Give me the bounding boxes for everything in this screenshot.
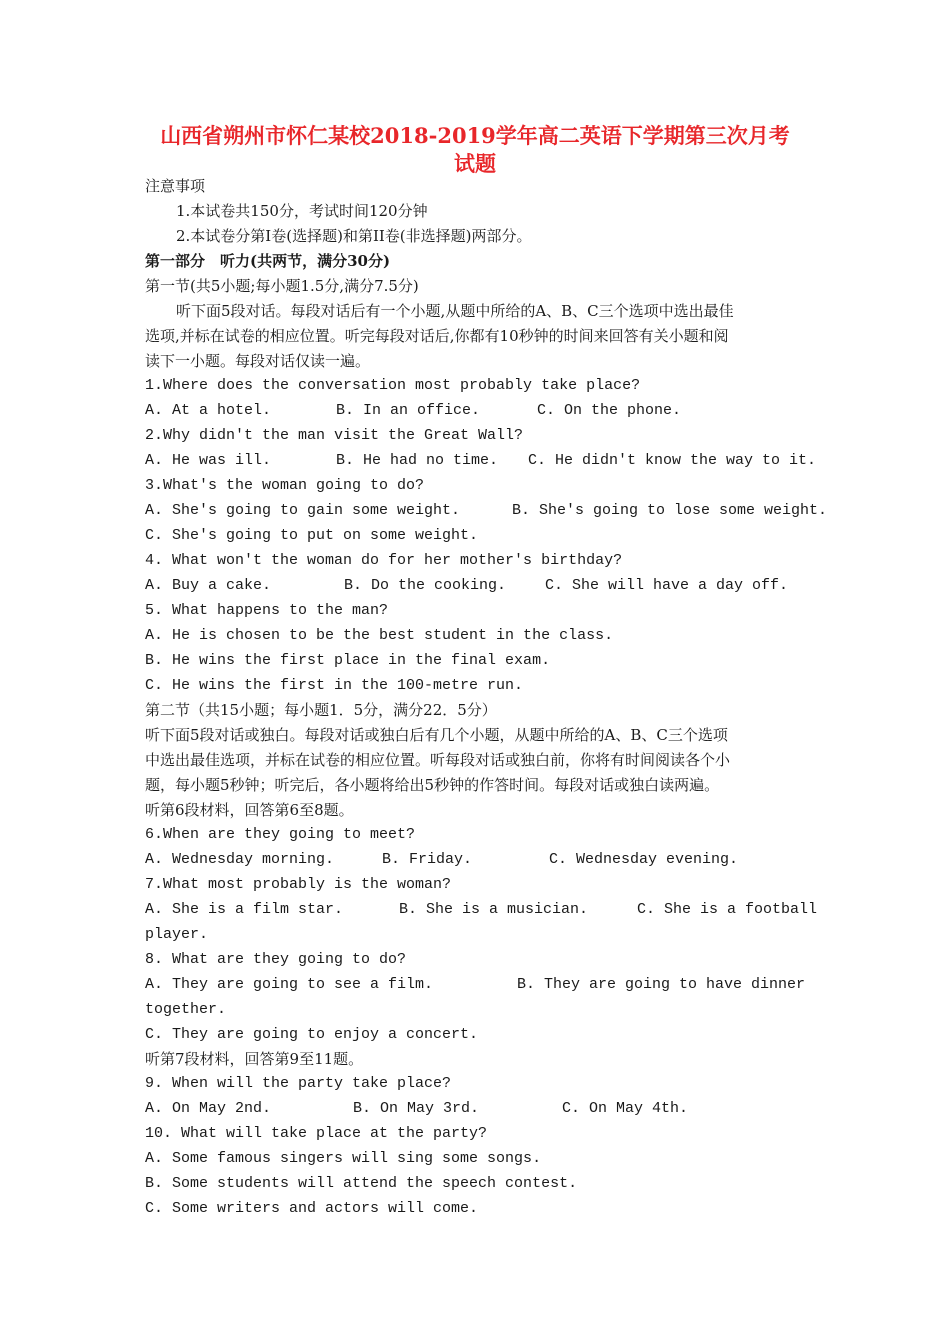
q4-option-b: B. Do the cooking. xyxy=(344,577,507,594)
question-2: 2.Why didn't the man visit the Great Wall? xyxy=(145,427,524,444)
section2-instruction-3: 题，每小题5秒钟；听完后，各小题将给出5秒钟的作答时间。每段对话或独白读两遍。 xyxy=(145,776,720,794)
q2-option-b: B. He had no time. xyxy=(336,452,499,469)
q1-option-a: A. At a hotel. xyxy=(145,402,272,419)
section1-heading: 第一节(共5小题;每小题1.5分,满分7.5分) xyxy=(145,277,419,295)
part1-heading: 第一部分 听力(共两节，满分30分) xyxy=(145,252,391,270)
q6-option-a: A. Wednesday morning. xyxy=(145,851,335,868)
q7-option-a: A. She is a film star. xyxy=(145,901,344,918)
q10-option-c: C. Some writers and actors will come. xyxy=(145,1200,479,1217)
q2-option-c: C. He didn't know the way to it. xyxy=(528,452,817,469)
question-4: 4. What won't the woman do for her mother's birthday? xyxy=(145,552,623,569)
section2-heading: 第二节（共15小题；每小题1．5分，满分22．5分） xyxy=(145,701,497,719)
q8-option-a: A. They are going to see a film. xyxy=(145,976,434,993)
question-7: 7.What most probably is the woman? xyxy=(145,876,452,893)
notice-heading: 注意事项 xyxy=(145,177,206,195)
q3-option-a: A. She's going to gain some weight. xyxy=(145,502,461,519)
q5-option-c: C. He wins the first in the 100-metre run. xyxy=(145,677,524,694)
question-8: 8. What are they going to do? xyxy=(145,951,407,968)
material-7-prompt: 听第7段材料，回答第9至11题。 xyxy=(145,1050,364,1068)
q9-option-c: C. On May 4th. xyxy=(562,1100,689,1117)
q9-option-a: A. On May 2nd. xyxy=(145,1100,272,1117)
q9-option-b: B. On May 3rd. xyxy=(353,1100,480,1117)
q7-option-c-continued: player. xyxy=(145,926,209,943)
section1-instruction-3: 读下一小题。每段对话仅读一遍。 xyxy=(145,352,371,370)
q5-option-b: B. He wins the first place in the final exam. xyxy=(145,652,551,669)
q8-option-b-continued: together. xyxy=(145,1001,227,1018)
section1-instruction-1: 听下面5段对话。每段对话后有一个小题,从题中所给的A、B、C三个选项中选出最佳 xyxy=(176,302,734,320)
notice-item-1: 1.本试卷共150分，考试时间120分钟 xyxy=(176,202,428,220)
q3-option-b: B. She's going to lose some weight. xyxy=(512,502,828,519)
q2-option-a: A. He was ill. xyxy=(145,452,272,469)
question-5: 5. What happens to the man? xyxy=(145,602,389,619)
title-line-2: 试题 xyxy=(454,151,496,176)
q8-option-b: B. They are going to have dinner xyxy=(517,976,806,993)
material-6-prompt: 听第6段材料，回答第6至8题。 xyxy=(145,801,354,819)
document-title xyxy=(140,122,810,178)
q4-option-c: C. She will have a day off. xyxy=(545,577,789,594)
q1-option-b: B. In an office. xyxy=(336,402,481,419)
notice-item-2: 2.本试卷分第I卷(选择题)和第II卷(非选择题)两部分。 xyxy=(176,227,532,245)
q7-option-b: B. She is a musician. xyxy=(399,901,589,918)
q6-option-b: B. Friday. xyxy=(382,851,473,868)
q6-option-c: C. Wednesday evening. xyxy=(549,851,739,868)
q7-option-c: C. She is a football xyxy=(637,901,818,918)
section2-instruction-2: 中选出最佳选项，并标在试卷的相应位置。听每段对话或独白前，你将有时间阅读各个小 xyxy=(145,751,731,769)
section1-instruction-2: 选项,并标在试卷的相应位置。听完每段对话后,你都有10秒钟的时间来回答有关小题和阅 xyxy=(145,327,729,345)
question-9: 9. When will the party take place? xyxy=(145,1075,452,1092)
q10-option-a: A. Some famous singers will sing some songs. xyxy=(145,1150,542,1167)
question-10: 10. What will take place at the party? xyxy=(145,1125,488,1142)
q4-option-a: A. Buy a cake. xyxy=(145,577,272,594)
question-1: 1.Where does the conversation most probably take place? xyxy=(145,377,641,394)
title-line-1: 山西省朔州市怀仁某校2018-2019学年高二英语下学期第三次月考 xyxy=(160,123,790,148)
q1-option-c: C. On the phone. xyxy=(537,402,682,419)
q5-option-a: A. He is chosen to be the best student in the class. xyxy=(145,627,614,644)
q3-option-c: C. She's going to put on some weight. xyxy=(145,527,479,544)
q10-option-b: B. Some students will attend the speech contest. xyxy=(145,1175,578,1192)
q8-option-c: C. They are going to enjoy a concert. xyxy=(145,1026,479,1043)
section2-instruction-1: 听下面5段对话或独白。每段对话或独白后有几个小题，从题中所给的A、B、C三个选项 xyxy=(145,726,728,744)
question-3: 3.What's the woman going to do? xyxy=(145,477,425,494)
question-6: 6.When are they going to meet? xyxy=(145,826,416,843)
